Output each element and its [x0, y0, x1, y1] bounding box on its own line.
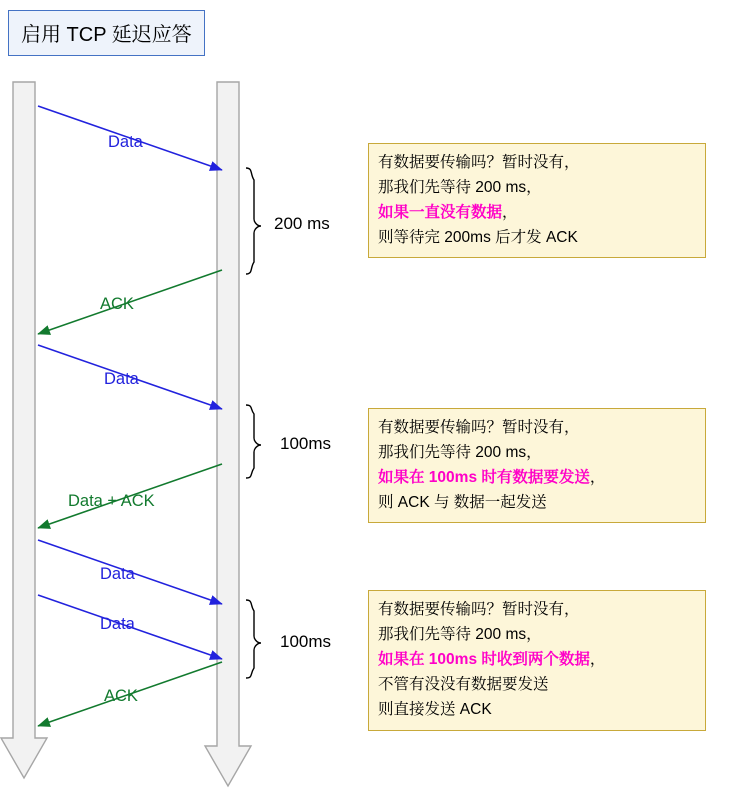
- message-label-ack-3: ACK: [104, 687, 138, 705]
- note-line: 有数据要传输吗？暂时没有，: [378, 419, 580, 436]
- note-highlight: 如果一直没有数据: [378, 204, 503, 222]
- note-line: [378, 465, 696, 490]
- note-box-2: [368, 408, 706, 523]
- message-label-ack-1: ACK: [100, 295, 134, 313]
- note-line: 有数据要传输吗？暂时没有，: [378, 154, 580, 171]
- note-line-suffix: ，: [589, 651, 606, 669]
- note-line: 那我们先等待 200 ms，: [378, 444, 542, 462]
- note-line: 那我们先等待 200 ms，: [378, 179, 542, 197]
- note-box-1: [368, 143, 706, 258]
- note-line: 则直接发送 ACK: [378, 701, 492, 719]
- message-label-data-ack-2: Data + ACK: [68, 492, 155, 510]
- note-line: 有数据要传输吗？暂时没有，: [378, 601, 580, 618]
- duration-brace-2: [246, 405, 261, 478]
- note-line: 那我们先等待 200 ms，: [378, 626, 542, 644]
- duration-brace-3: [246, 600, 261, 678]
- duration-brace-1: [246, 168, 261, 274]
- message-label-data-4: Data: [100, 615, 135, 633]
- client-lifeline: [1, 82, 47, 778]
- duration-label-2: 100ms: [280, 434, 332, 453]
- server-lifeline: [205, 82, 251, 786]
- note-highlight: 如果在 100ms 时收到两个数据: [378, 651, 590, 669]
- note-line: 则 ACK 与 数据一起发送: [378, 494, 547, 512]
- note-line-suffix: ，: [502, 204, 518, 222]
- message-label-data-2: Data: [104, 370, 139, 388]
- message-label-data-3: Data: [100, 565, 135, 583]
- note-line-suffix: ，: [589, 469, 606, 487]
- note-box-3: [368, 590, 706, 731]
- message-label-data-1: Data: [108, 133, 143, 151]
- note-line: 不管有没没有数据要发送: [378, 676, 549, 694]
- note-line: 则等待完 200ms 后才发 ACK: [378, 229, 578, 247]
- page-title: 启用 TCP 延迟应答: [8, 10, 205, 56]
- duration-label-3: 100ms: [280, 632, 332, 651]
- note-highlight: 如果在 100ms 时有数据要发送: [378, 469, 590, 487]
- note-line: [378, 647, 696, 672]
- note-line: [378, 200, 696, 225]
- duration-label-1: 200 ms: [274, 214, 330, 233]
